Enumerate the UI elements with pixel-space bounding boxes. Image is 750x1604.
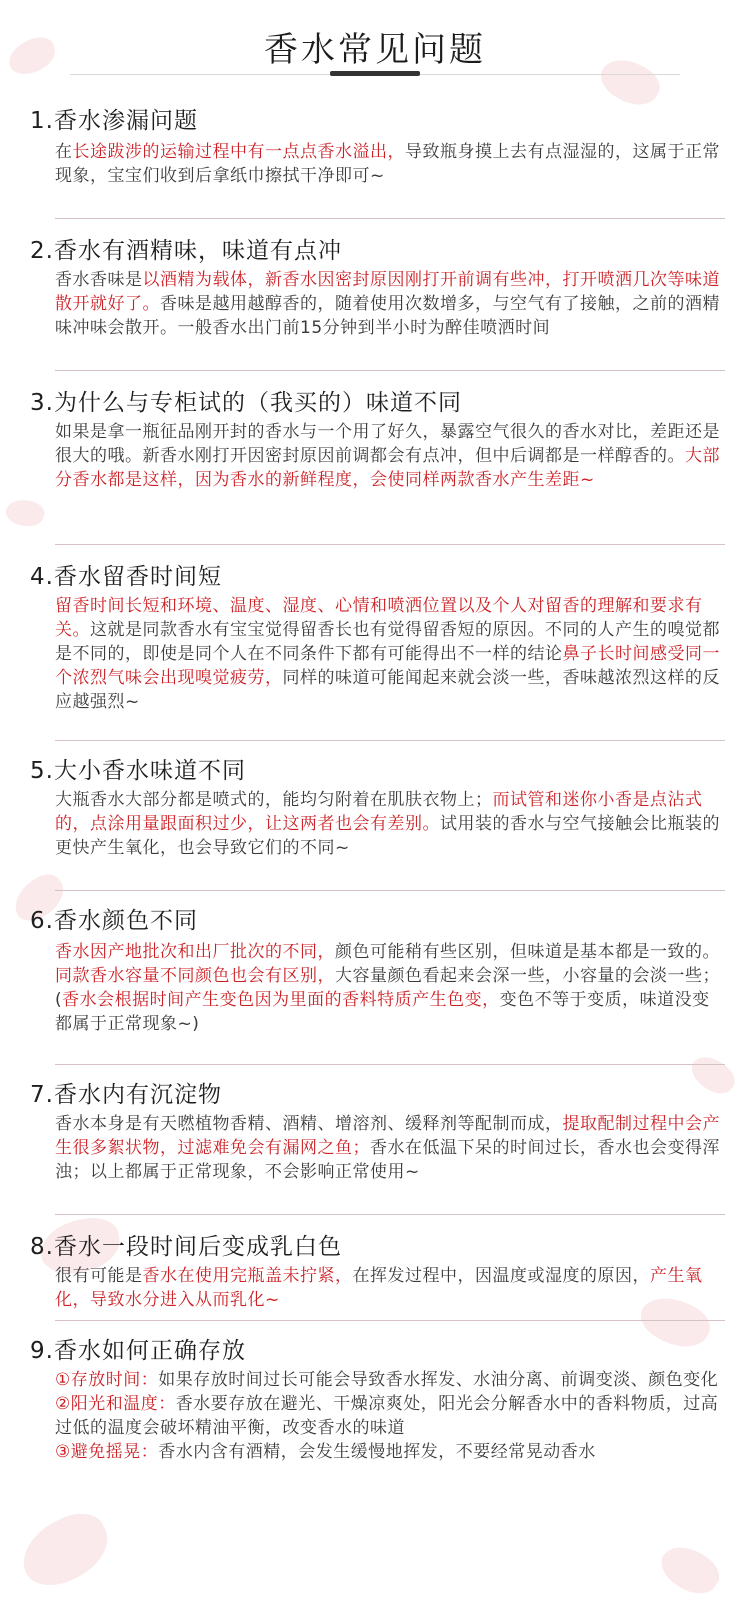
petal-decoration (12, 1504, 119, 1596)
faq-title: 4.香水留香时间短 (30, 564, 222, 590)
faq-answer: 在长途跋涉的运输过程中有一点点香水溢出，导致瓶身摸上去有点湿湿的，这属于正常现象，宝宝们收到后拿纸巾擦拭干净即可~ (55, 142, 720, 186)
divider (55, 890, 725, 891)
divider (55, 740, 725, 741)
storage-tip-no-shaking: ③避免摇晃：香水内含有酒精，会发生缓慢地挥发，不要经常晃动香水 (55, 1442, 596, 1462)
faq-title: 6.香水颜色不同 (30, 908, 198, 934)
divider (55, 1320, 725, 1321)
faq-title: 1.香水渗漏问题 (30, 108, 198, 134)
title-underline-accent (330, 71, 420, 76)
divider (55, 370, 725, 371)
faq-title: 2.香水有酒精味，味道有点冲 (30, 238, 342, 264)
divider (55, 1214, 725, 1215)
faq-answer: 香水因产地批次和出厂批次的不同，颜色可能稍有些区别，但味道是基本都是一致的。同款香水容量不同颜色也会有区别，大容量颜色看起来会深一些，小容量的会淡一些；(香水会根据时间产生变色因为里面的香料特质产生色变，变色不等于变质，味道没变都属于正常现象~) (55, 942, 720, 1034)
faq-answer-list (55, 1368, 725, 1464)
faq-title: 9.香水如何正确存放 (30, 1338, 246, 1364)
storage-tip-light-temperature: ②阳光和温度：香水要存放在避光、干燥凉爽处，阳光会分解香水中的香料物质，过高过低的温度会破坏精油平衡，改变香水的味道 (55, 1394, 719, 1438)
faq-answer: 留香时间长短和环境、温度、湿度、心情和喷洒位置以及个人对留香的理解和要求有关。这就是同款香水有宝宝觉得留香长也有觉得留香短的原因。不同的人产生的嗅觉都是不同的，即使是同个人在不同条件下都有可能得出不一样的结论鼻子长时间感受同一个浓烈气味会出现嗅觉疲劳，同样的味道可能闻起来就会淡一些，香味越浓烈这样的反应越强烈~ (55, 596, 720, 712)
petal-decoration (686, 1049, 741, 1102)
faq-title: 3.为什么与专柜试的（我买的）味道不同 (30, 390, 462, 416)
petal-decoration (3, 496, 46, 531)
storage-tip-time: ①存放时间：如果存放时间过长可能会导致香水挥发、水油分离、前调变淡、颜色变化 (55, 1370, 719, 1390)
faq-title: 5.大小香水味道不同 (30, 758, 246, 784)
divider (55, 544, 725, 545)
page-title: 香水常见问题 (264, 30, 486, 70)
petal-decoration (654, 1536, 726, 1603)
faq-answer: 大瓶香水大部分都是喷式的，能均匀附着在肌肤衣物上；而试管和迷你小香是点沾式的，点涂用量跟面积过少，让这两者也会有差别。试用装的香水与空气接触会比瓶装的更快产生氧化，也会导致它们的不同~ (55, 790, 720, 858)
divider (55, 218, 725, 219)
faq-answer: 如果是拿一瓶征品刚开封的香水与一个用了好久，暴露空气很久的香水对比，差距还是很大的哦。新香水刚打开因密封原因前调都会有点冲，但中后调都是一样醇香的。大部分香水都是这样，因为香水的新鲜程度，会使同样两款香水产生差距~ (55, 422, 720, 490)
faq-answer: 香水香味是以酒精为载体，新香水因密封原因刚打开前调有些冲，打开喷洒几次等味道散开就好了。香味是越用越醇香的，随着使用次数增多，与空气有了接触，之前的酒精味冲味会散开。一般香水出门前15分钟到半小时为醉佳喷洒时间 (55, 270, 720, 338)
faq-title: 7.香水内有沉淀物 (30, 1082, 222, 1108)
faq-answer: 香水本身是有天嘫植物香精、酒精、增溶剂、缓释剂等配制而成，提取配制过程中会产生很多絮状物，过滤难免会有漏网之鱼；香水在低温下呆的时间过长，香水也会变得浑浊；以上都属于正常现象，不会影响正常使用~ (55, 1114, 720, 1182)
faq-answer: 很有可能是香水在使用完瓶盖未拧紧，在挥发过程中，因温度或湿度的原因，产生氧化，导致水分进入从而乳化~ (55, 1266, 703, 1310)
faq-title: 8.香水一段时间后变成乳白色 (30, 1234, 342, 1260)
page-header (0, 0, 750, 92)
divider (55, 1064, 725, 1065)
